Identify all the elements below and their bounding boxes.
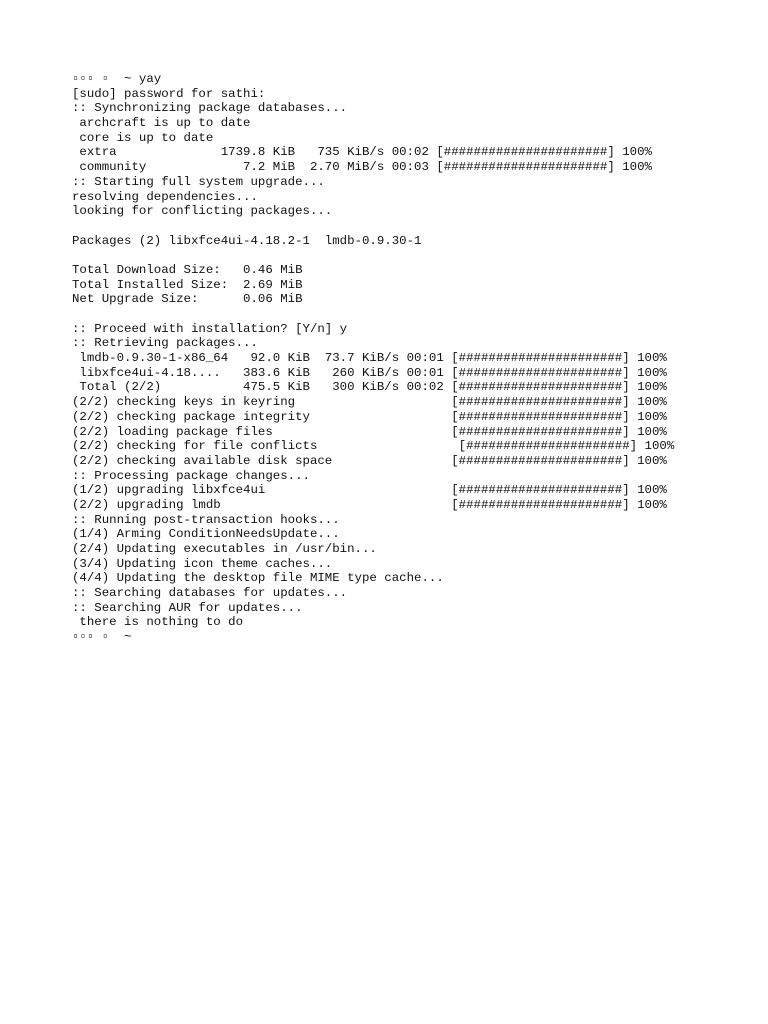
size-summary-line: Net Upgrade Size: 0.06 MiB	[72, 292, 303, 307]
blank-line	[72, 307, 752, 322]
output-line: :: Searching AUR for updates...	[72, 600, 303, 615]
size-summary-line: Total Installed Size: 2.69 MiB	[72, 277, 303, 292]
hook-line: (1/4) Arming ConditionNeedsUpdate...	[72, 527, 340, 542]
proceed-prompt: :: Proceed with installation? [Y/n] y	[72, 321, 348, 336]
output-line: :: Searching databases for updates...	[72, 586, 348, 601]
output-line: resolving dependencies...	[72, 189, 258, 204]
download-progress-line: lmdb-0.9.30-1-x86_64 92.0 KiB 73.7 KiB/s 00:01 [######################] 100%	[72, 351, 667, 366]
output-line: archcraft is up to date	[72, 116, 251, 131]
output-line: :: Starting full system upgrade...	[72, 174, 325, 189]
hook-line: (2/4) Updating executables in /usr/bin...	[72, 542, 377, 556]
step-progress-line: (2/2) checking for file conflicts [######################] 100%	[72, 439, 675, 454]
step-progress-line: (1/2) upgrading libxfce4ui [######################] 100%	[72, 483, 667, 498]
output-line: :: Processing package changes...	[72, 468, 310, 483]
output-line: there is nothing to do	[72, 615, 244, 630]
step-progress-line: (2/2) checking available disk space [######################] 100%	[72, 453, 667, 468]
download-progress-line: community 7.2 MiB 2.70 MiB/s 00:03 [######################] 100%	[72, 160, 652, 175]
output-line: :: Running post-transaction hooks...	[72, 512, 340, 527]
output-line: :: Retrieving packages...	[72, 336, 258, 351]
download-progress-line: Total (2/2) 475.5 KiB 300 KiB/s 00:02 [######################] 100%	[72, 380, 667, 395]
prompt-line: ▫▫▫ ▫ ~ yay	[72, 72, 162, 86]
hook-line: (4/4) Updating the desktop file MIME type cache...	[72, 571, 444, 586]
packages-summary: Packages (2) libxfce4ui-4.18.2-1 lmdb-0.9.30-1	[72, 233, 422, 248]
hook-line: (3/4) Updating icon theme caches...	[72, 556, 333, 571]
output-line: :: Synchronizing package databases...	[72, 101, 348, 116]
output-line: looking for conflicting packages...	[72, 204, 333, 219]
step-progress-line: (2/2) loading package files [######################] 100%	[72, 424, 667, 439]
output-line: core is up to date	[72, 130, 214, 145]
size-summary-line: Total Download Size: 0.46 MiB	[72, 262, 303, 277]
step-progress-line: (2/2) upgrading lmdb [######################] 100%	[72, 497, 667, 512]
blank-line	[72, 248, 752, 263]
terminal-output[interactable]	[72, 72, 752, 645]
download-progress-line: extra 1739.8 KiB 735 KiB/s 00:02 [######################] 100%	[72, 145, 652, 160]
blank-line	[72, 219, 752, 234]
step-progress-line: (2/2) checking keys in keyring [######################] 100%	[72, 395, 667, 410]
download-progress-line: libxfce4ui-4.18.... 383.6 KiB 260 KiB/s 00:01 [######################] 100%	[72, 365, 667, 380]
sudo-password-prompt: [sudo] password for sathi:	[72, 86, 266, 101]
step-progress-line: (2/2) checking package integrity [######################] 100%	[72, 409, 667, 424]
command-prompt[interactable]: ▫▫▫ ▫ ~	[72, 630, 132, 645]
